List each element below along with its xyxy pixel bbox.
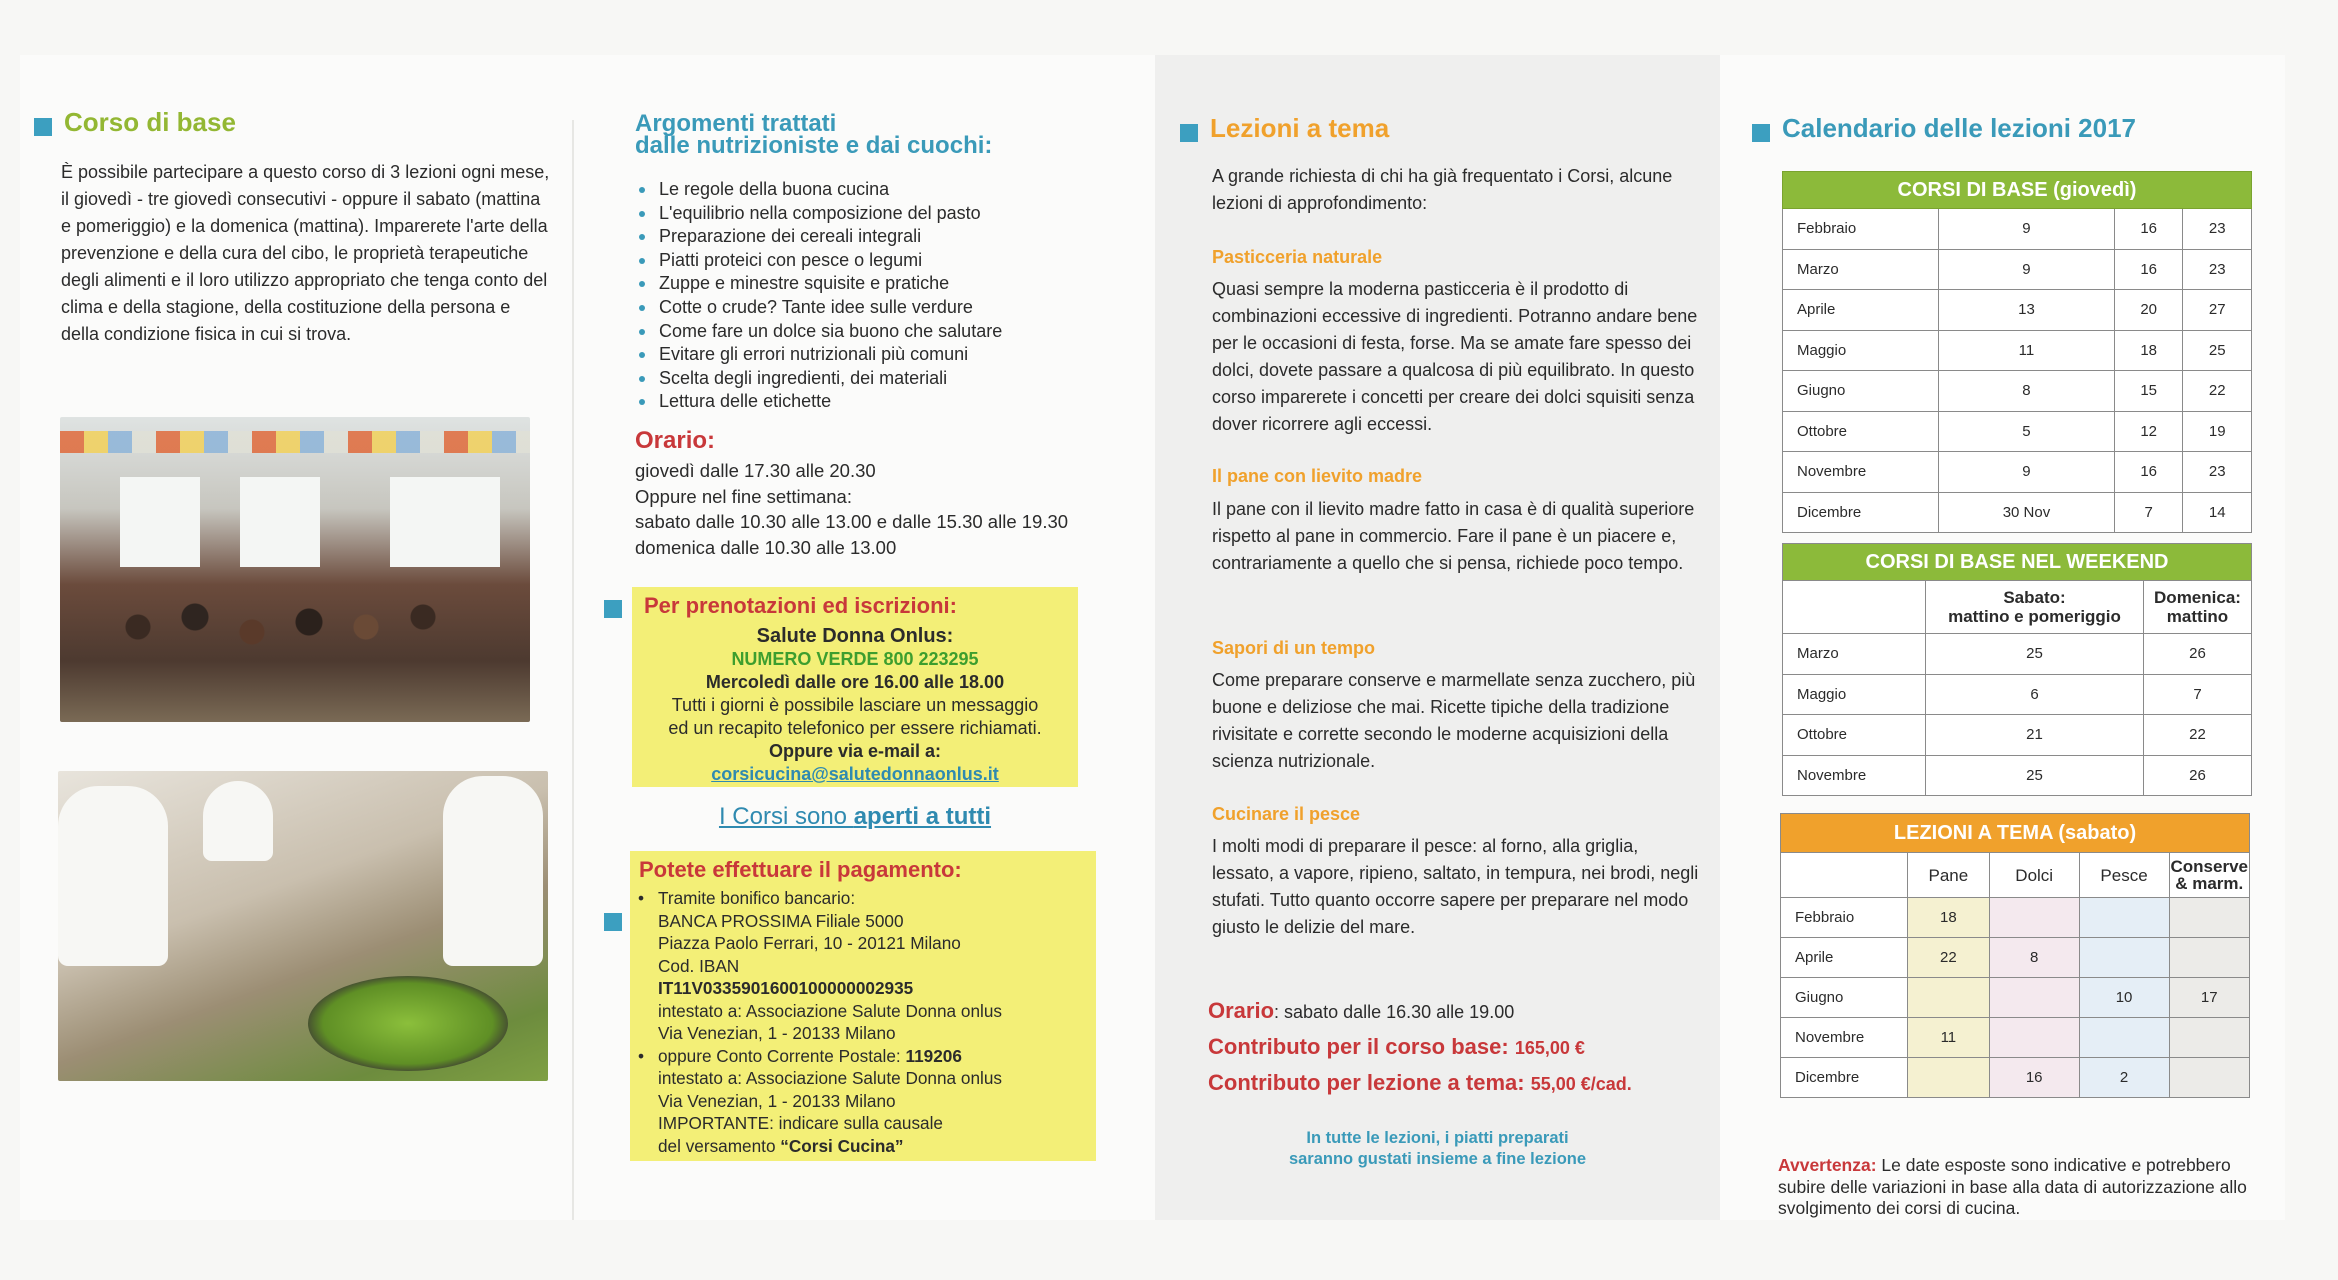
booking-title: Per prenotazioni ed iscrizioni:: [644, 593, 957, 618]
payment-details: • Tramite bonifico bancario: BANCA PROSSIMA Filiale 5000 Piazza Paolo Ferrari, 10 - 20121 Milano Cod. IBAN IT11V0335901600100000002935 intestato a: Associazione Salute Donna onlus Via Venezian, 1 - 20133 Milano • oppure Conto Corrente Postale: 119206 intestato a: Associazione Salute Donna onlus Via Venezian, 1 - 20133 Milano IMPORTANTE: indicare sulla causale del versamento “Corsi Cucina”: [638, 888, 1002, 1156]
email-link[interactable]: corsicucina@salutedonnaonlus.it: [711, 764, 999, 784]
table-row: Novembre 25 26: [1783, 755, 2252, 796]
section-heading: Corso di base: [34, 107, 236, 138]
square-bullet-icon: [34, 118, 52, 136]
list-item: Zuppe e minestre squisite e pratiche: [635, 272, 1002, 296]
salad-bowl: [308, 976, 508, 1071]
subheading: Il pane con lievito madre: [1212, 466, 1423, 486]
topics-heading: Argomenti trattati dalle nutrizioniste e dai cuochi:: [635, 110, 993, 159]
list-item: Scelta degli ingredienti, dei materiali: [635, 367, 1002, 391]
table-corsi-base: CORSI DI BASE (giovedì) Febbraio 9 16 23 Marzo 9 16 23 Aprile 13 20 27 Maggio 11 18 25 Giugno 8 15 22 Ottobre 5 12 19 Novembre 9 16 23 Dicembre 30 Nov 7 14: [1782, 171, 2252, 533]
table-row: Dicembre 16 2: [1781, 1058, 2250, 1098]
list-item: Lettura delle etichette: [635, 390, 1002, 414]
section-heading: Calendario delle lezioni 2017: [1752, 113, 2136, 144]
table-row: Aprile 22 8: [1781, 938, 2250, 978]
bunting-flags: [60, 431, 530, 453]
list-item: Evitare gli errori nutrizionali più comuni: [635, 343, 1002, 367]
list-item: Le regole della buona cucina: [635, 178, 1002, 202]
intro-text: A grande richiesta di chi ha già frequentato i Corsi, alcune lezioni di approfondimento:: [1212, 166, 1673, 213]
square-bullet-icon: [1180, 124, 1198, 142]
table-row: Novembre 9 16 23: [1783, 452, 2252, 493]
list-item: Come fare un dolce sia buono che salutare: [635, 320, 1002, 344]
table-row: Giugno 10 17: [1781, 978, 2250, 1018]
list-item: Cotte o crude? Tante idee sulle verdure: [635, 296, 1002, 320]
table-row: Marzo 9 16 23: [1783, 249, 2252, 290]
orario-text: giovedì dalle 17.30 alle 20.30 Oppure nel fine settimana: sabato dalle 10.30 alle 13.00 e dalle 15.30 alle 19.30 domenica dalle 10.30 alle 13.00: [635, 460, 1069, 558]
table-row: Maggio 6 7: [1783, 674, 2252, 715]
org-name: Salute Donna Onlus:: [756, 625, 954, 647]
subheading: Pasticceria naturale: [1212, 247, 1383, 267]
table-row: Febbraio 18: [1781, 898, 2250, 938]
contributo-base: Contributo per il corso base: 165,00 €: [1208, 1034, 1585, 1059]
section-heading: Lezioni a tema: [1180, 113, 1389, 144]
audience-heads: [100, 577, 480, 677]
table-lezioni-tema: LEZIONI A TEMA (sabato) Pane Dolci Pesce Conserve & marm. Febbraio 18 Aprile 22 8 Giugno 10 17 Novembre 11 Dicembre 16 2: [1780, 813, 2250, 1098]
chefs-preparing-salad-photo: [58, 771, 548, 1081]
booking-box: Per prenotazioni ed iscrizioni: Salute Donna Onlus: NUMERO VERDE 800 223295 Mercoledì dalle ore 16.00 alle 18.00 Tutti i giorni è possibile lasciare un messaggio ed un recapito telefonico per essere richiamati. Oppure via e-mail a: corsicucina@salutedonnaonlus.it: [632, 587, 1078, 787]
panel-lezioni-tema: Lezioni a tema A grande richiesta di chi ha già frequentato i Corsi, alcune lezioni di approfondimento: Pasticceria naturale Quasi sempre la moderna pasticceria è il prodotto di combinazioni eccessive di ingredienti. Potranno andare bene per le occasioni di festa, forse. Ma se amate fare spesso dei dolci, dovete passare a qualcosa di più equilibrato. In questo corso imparerete i concetti per creare dei dolci squisiti senza dover ricorrere agli eccessi. Il pane con lievito madre Il pane con il lievito madre fatto in casa è di qualità superiore rispetto al pane in commercio. Fare il pane è un piacere e, contrariamente a quello che si pensa, richiede poco tempo. Sapori di un tempo Come preparare conserve e marmellate senza zucchero, più buone e deliziose che mai. Ricette tipiche della tradizione rivisitate e corrette secondo le moderne acquisizioni della scienza nutrizionale. Cucinare il pesce I molti modi di preparare il pesce: al forno, alla griglia, lessato, a vapore, ripieno, saltato, in tempura, nei brodi, negli stufati. Tutto quanto occorre sapere per preparare nel modo giusto le delizie del mare. Orario: sabato dalle 16.30 alle 19.00 Contributo per il corso base: 165,00 € Contributo per lezione a tema: 55,00 €/cad. In tutte le lezioni, i piatti preparati saranno gustati insieme a fine lezione: [1155, 55, 1720, 1220]
table-row: Marzo 25 26: [1783, 634, 2252, 675]
open-to-all-banner: I Corsi sono aperti a tutti: [718, 803, 992, 830]
chef-hat: [203, 781, 273, 861]
table-row: Novembre 11: [1781, 1018, 2250, 1058]
list-item: L'equilibrio nella composizione del pasto: [635, 202, 1002, 226]
list-item: Preparazione dei cereali integrali: [635, 225, 1002, 249]
table-row: Dicembre 30 Nov 7 14: [1783, 492, 2252, 533]
warning-note: Avvertenza: Le date esposte sono indicative e potrebbero subire delle variazioni in base alla data di autorizzazione allo svolgimento dei corsi di cucina.: [1778, 1155, 2247, 1218]
table-row: Febbraio 9 16 23: [1783, 209, 2252, 250]
table-weekend: CORSI DI BASE NEL WEEKEND Sabato: mattino e pomeriggio Domenica: mattino Marzo 25 26 Maggio 6 7 Ottobre 21 22 Novembre 25 26: [1782, 543, 2252, 796]
table-row: Maggio 11 18 25: [1783, 330, 2252, 371]
panel-corso-base: [20, 55, 565, 1220]
table-row: Aprile 13 20 27: [1783, 290, 2252, 331]
list-item: Piatti proteici con pesce o legumi: [635, 249, 1002, 273]
topics-list: [635, 178, 1002, 414]
table-row: Giugno 8 15 22: [1783, 371, 2252, 412]
footer-note: In tutte le lezioni, i piatti preparati saranno gustati insieme a fine lezione: [1288, 1129, 1587, 1168]
subheading: Sapori di un tempo: [1212, 638, 1376, 658]
orario-heading: Orario:: [635, 427, 716, 454]
payment-title: Potete effettuare il pagamento:: [639, 857, 962, 882]
square-bullet-icon: [604, 600, 622, 618]
square-bullet-icon: [604, 913, 622, 931]
course-description: È possibile partecipare a questo corso di 3 lezioni ogni mese, il giovedì - tre giovedì consecutivi - oppure il sabato (mattina e pomeriggio) e la domenica (mattina). Imparerete l'arte della prevenzione e della cura del cibo, le proprietà terapeutiche degli alimenti e il loro utilizzo appropriato che tenga conto del clima e della stagione, della costituzione della persona e della condizione fisica in cui si trova.: [61, 162, 550, 344]
payment-box: [630, 851, 1096, 1161]
table-row: Ottobre 5 12 19: [1783, 411, 2252, 452]
phone-number[interactable]: NUMERO VERDE 800 223295: [731, 649, 979, 669]
table-row: Ottobre 21 22: [1783, 715, 2252, 756]
panel-topics: [580, 55, 1155, 1220]
subheading: Cucinare il pesce: [1212, 804, 1361, 824]
cooking-class-audience-photo: [60, 417, 530, 722]
orario-line: Orario: sabato dalle 16.30 alle 19.00: [1208, 998, 1515, 1023]
iban: IT11V0335901600100000002935: [658, 978, 914, 998]
square-bullet-icon: [1752, 124, 1770, 142]
contributo-tema: Contributo per lezione a tema: 55,00 €/cad.: [1208, 1070, 1632, 1095]
panel-calendario: [1720, 55, 2285, 1220]
